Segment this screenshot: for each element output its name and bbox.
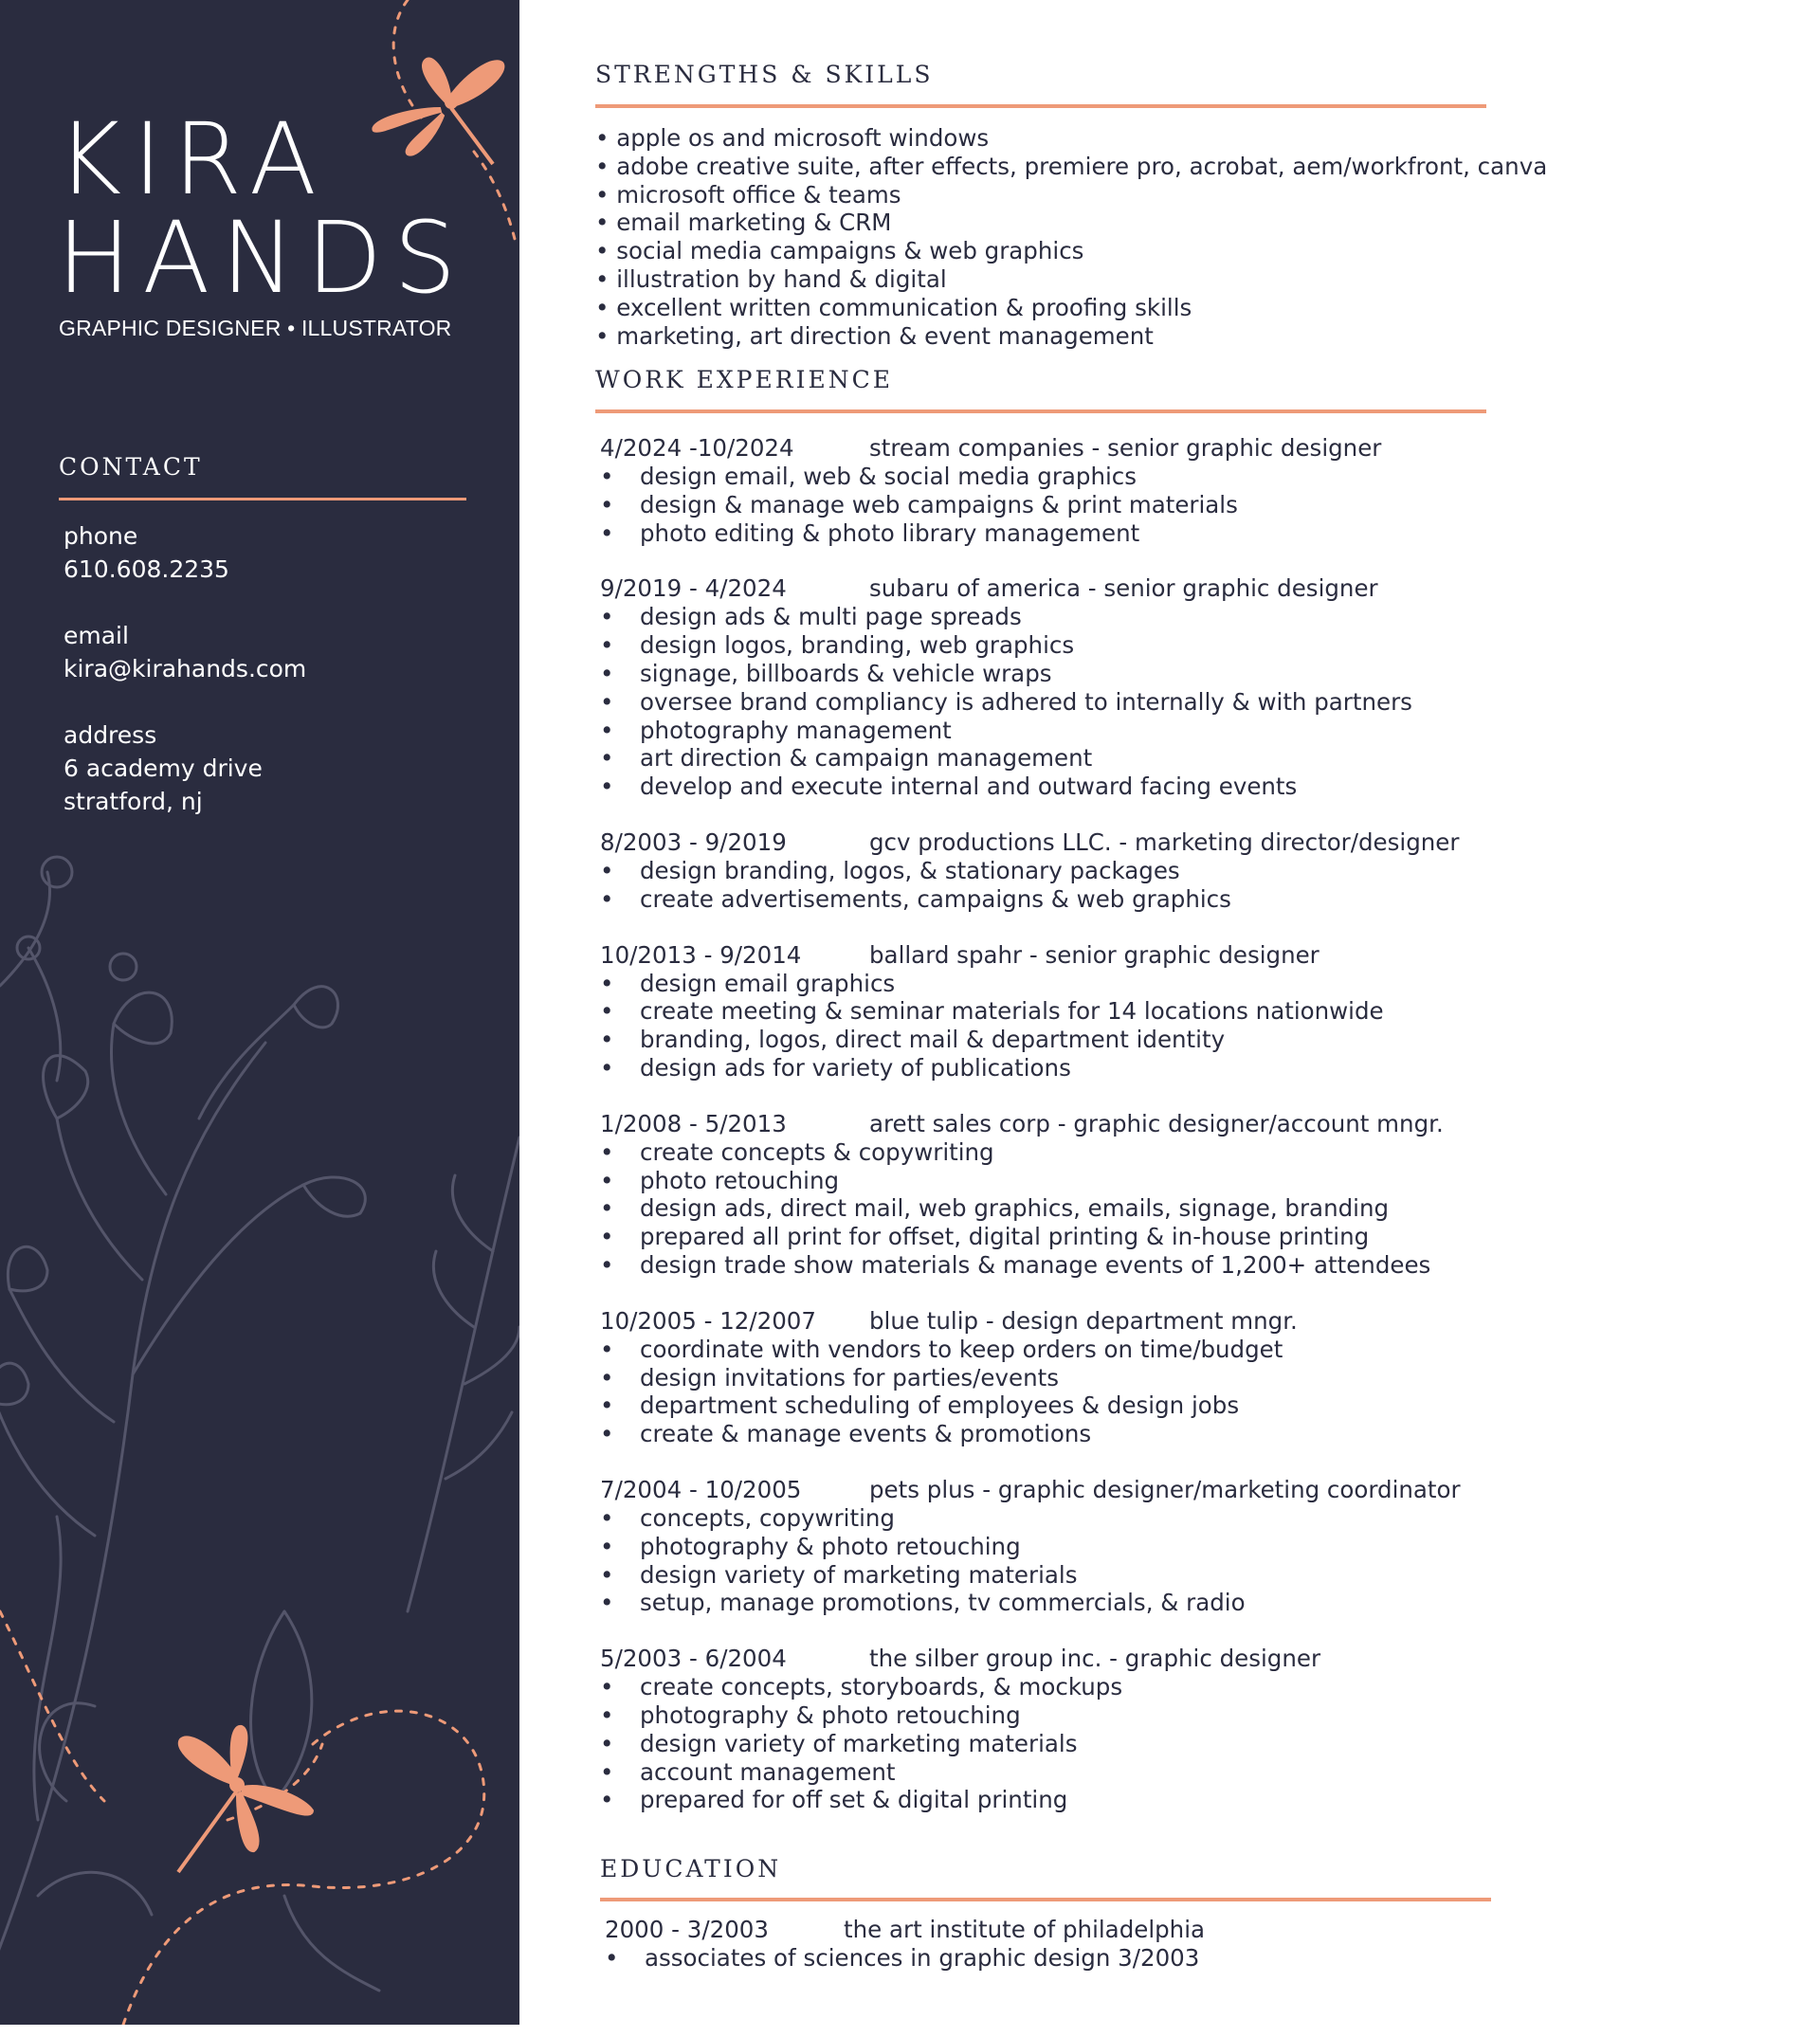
list-item bbox=[600, 463, 1510, 491]
job-bullet-text: create advertisements, campaigns & web graphics bbox=[640, 884, 1231, 913]
job-bullet-text: prepared all print for offset, digital printing & in-house printing bbox=[640, 1223, 1370, 1251]
skill-item: • email marketing & CRM bbox=[595, 209, 892, 237]
list-item bbox=[600, 688, 1510, 717]
name-last: HANDS bbox=[57, 200, 468, 316]
list-item bbox=[600, 1420, 1510, 1448]
job-role: ballard spahr - senior graphic designer bbox=[869, 940, 1320, 969]
bullet-icon: • bbox=[600, 1589, 614, 1617]
job-entry bbox=[600, 434, 1510, 547]
list-item bbox=[600, 1533, 1510, 1561]
job-bullet-text: design variety of marketing materials bbox=[640, 1560, 1078, 1589]
email-value[interactable]: kira@kirahands.com bbox=[64, 655, 307, 682]
contact-divider bbox=[59, 498, 466, 500]
education-title: EDUCATION bbox=[600, 1855, 782, 1882]
job-header bbox=[600, 1645, 1510, 1673]
bullet-icon: • bbox=[605, 1944, 619, 1972]
job-bullet-text: develop and execute internal and outward facing events bbox=[640, 773, 1298, 801]
bullet-icon: • bbox=[600, 603, 614, 631]
job-entry bbox=[600, 1307, 1510, 1448]
job-bullet-text: design trade show materials & manage events of 1,200+ attendees bbox=[640, 1250, 1431, 1279]
job-dates: 1/2008 - 5/2013 bbox=[600, 1109, 787, 1137]
job-role: blue tulip - design department mngr. bbox=[869, 1306, 1298, 1335]
job-role: gcv productions LLC. - marketing director/designer bbox=[869, 828, 1460, 856]
job-bullets bbox=[600, 1138, 1510, 1280]
contact-list bbox=[64, 519, 306, 818]
tagline: GRAPHIC DESIGNER • ILLUSTRATOR bbox=[59, 316, 452, 340]
job-header bbox=[600, 1110, 1510, 1138]
job-header bbox=[600, 941, 1510, 970]
job-bullets bbox=[600, 1504, 1510, 1617]
job-header bbox=[600, 434, 1510, 463]
job-bullet-text: signage, billboards & vehicle wraps bbox=[640, 659, 1052, 687]
list-item bbox=[600, 857, 1510, 885]
list-item bbox=[600, 1364, 1510, 1392]
skills-title: STRENGTHS & SKILLS bbox=[595, 61, 934, 88]
list-item bbox=[600, 603, 1510, 631]
job-bullet-text: design branding, logos, & stationary packages bbox=[640, 856, 1180, 884]
list-item bbox=[600, 631, 1510, 660]
dragonfly-icon bbox=[161, 1711, 332, 1882]
job-dates: 10/2005 - 12/2007 bbox=[600, 1306, 816, 1335]
job-bullet-text: design logos, branding, web graphics bbox=[640, 631, 1075, 660]
job-entry bbox=[600, 1645, 1510, 1814]
contact-title: CONTACT bbox=[59, 453, 203, 481]
list-item bbox=[600, 1391, 1510, 1420]
bullet-icon: • bbox=[600, 1503, 614, 1532]
job-header bbox=[600, 574, 1510, 603]
bullet-icon: • bbox=[600, 1729, 614, 1757]
bullet-icon: • bbox=[600, 1250, 614, 1279]
list-item bbox=[600, 744, 1510, 773]
job-header bbox=[600, 1307, 1510, 1336]
job-bullet-text: photography & photo retouching bbox=[640, 1532, 1021, 1560]
list-item bbox=[600, 717, 1510, 745]
list-item bbox=[600, 970, 1510, 998]
sidebar bbox=[0, 0, 519, 2025]
list-item bbox=[600, 773, 1510, 801]
list-item bbox=[600, 1504, 1510, 1533]
email-label: email bbox=[64, 622, 129, 649]
list-item bbox=[600, 1194, 1510, 1223]
job-role: stream companies - senior graphic designer bbox=[869, 434, 1382, 462]
job-bullets bbox=[600, 857, 1510, 914]
job-entry bbox=[600, 574, 1510, 801]
job-dates: 4/2024 -10/2024 bbox=[600, 434, 794, 462]
job-role: arett sales corp - graphic designer/account mngr. bbox=[869, 1109, 1444, 1137]
bullet-icon: • bbox=[600, 463, 614, 490]
list-item bbox=[600, 519, 1510, 548]
list-item bbox=[600, 1251, 1510, 1280]
job-entry bbox=[600, 1110, 1510, 1280]
bullet-icon: • bbox=[600, 1673, 614, 1701]
list-item bbox=[600, 997, 1510, 1026]
job-entry bbox=[600, 1476, 1510, 1617]
job-bullet-text: design ads & multi page spreads bbox=[640, 603, 1022, 631]
address-line2: stratford, nj bbox=[64, 788, 203, 815]
job-header bbox=[600, 828, 1510, 857]
list-item bbox=[600, 1673, 1510, 1701]
phone-label: phone bbox=[64, 522, 138, 550]
bullet-icon: • bbox=[600, 1053, 614, 1082]
skill-item: • excellent written communication & proofing skills bbox=[595, 293, 1192, 321]
bullet-icon: • bbox=[600, 773, 614, 801]
list-item bbox=[600, 491, 1510, 519]
job-bullet-text: setup, manage promotions, tv commercials, & radio bbox=[640, 1589, 1246, 1617]
bullet-icon: • bbox=[600, 518, 614, 547]
list-item bbox=[600, 660, 1510, 688]
list-item bbox=[605, 1944, 1199, 1973]
job-bullet-text: department scheduling of employees & design jobs bbox=[640, 1391, 1240, 1420]
job-bullets bbox=[600, 1336, 1510, 1448]
bullet-icon: • bbox=[600, 631, 614, 660]
bullet-icon: • bbox=[600, 1223, 614, 1251]
bullet-icon: • bbox=[600, 490, 614, 518]
job-bullet-text: concepts, copywriting bbox=[640, 1503, 895, 1532]
bullet-icon: • bbox=[600, 1335, 614, 1363]
list-item bbox=[600, 1336, 1510, 1364]
skill-item: • marketing, art direction & event management bbox=[595, 321, 1154, 350]
education-school: the art institute of philadelphia bbox=[844, 1916, 1206, 1943]
bullet-icon: • bbox=[600, 1137, 614, 1166]
job-dates: 5/2003 - 6/2004 bbox=[600, 1645, 787, 1673]
bullet-icon: • bbox=[600, 1560, 614, 1589]
bullet-icon: • bbox=[600, 716, 614, 744]
list-item bbox=[600, 1138, 1510, 1167]
bullet-icon: • bbox=[600, 1786, 614, 1814]
bullet-icon: • bbox=[600, 1420, 614, 1448]
job-dates: 9/2019 - 4/2024 bbox=[600, 574, 787, 603]
list-item bbox=[600, 1167, 1510, 1195]
job-bullet-text: create & manage events & promotions bbox=[640, 1420, 1092, 1448]
education-bullet-text: associates of sciences in graphic design 3/2003 bbox=[645, 1944, 1200, 1972]
skill-item: • social media campaigns & web graphics bbox=[595, 237, 1084, 265]
list-item bbox=[600, 885, 1510, 914]
address-label: address bbox=[64, 721, 157, 749]
contact-spacer bbox=[64, 586, 306, 619]
bullet-icon: • bbox=[600, 1166, 614, 1194]
jobs-list bbox=[600, 434, 1510, 1842]
bullet-icon: • bbox=[600, 1532, 614, 1560]
job-dates: 8/2003 - 9/2019 bbox=[600, 828, 787, 856]
list-item bbox=[600, 1758, 1510, 1787]
education-entry bbox=[605, 1916, 1205, 1944]
list-item bbox=[600, 1589, 1510, 1617]
job-bullets bbox=[600, 603, 1510, 801]
job-dates: 7/2004 - 10/2005 bbox=[600, 1475, 802, 1503]
job-bullet-text: photo editing & photo library management bbox=[640, 518, 1140, 547]
skill-item: • illustration by hand & digital bbox=[595, 264, 947, 293]
job-role: pets plus - graphic designer/marketing coordinator bbox=[869, 1475, 1461, 1503]
work-experience-divider bbox=[595, 409, 1486, 413]
bullet-icon: • bbox=[600, 687, 614, 716]
education-bullets bbox=[605, 1944, 1199, 1973]
name-first: KIRA bbox=[57, 101, 329, 217]
job-bullet-text: design ads for variety of publications bbox=[640, 1053, 1071, 1082]
job-bullet-text: photography & photo retouching bbox=[640, 1701, 1021, 1729]
bullet-icon: • bbox=[600, 1194, 614, 1223]
bullet-icon: • bbox=[600, 884, 614, 913]
job-bullet-text: oversee brand compliancy is adhered to internally & with partners bbox=[640, 687, 1412, 716]
job-entry bbox=[600, 941, 1510, 1082]
bullet-icon: • bbox=[600, 1363, 614, 1391]
skill-item: • microsoft office & teams bbox=[595, 180, 901, 209]
job-bullet-text: account management bbox=[640, 1757, 896, 1786]
list-item bbox=[600, 1701, 1510, 1730]
list-item bbox=[600, 1026, 1510, 1054]
bullet-icon: • bbox=[600, 744, 614, 773]
bullet-icon: • bbox=[600, 1757, 614, 1786]
job-bullet-text: coordinate with vendors to keep orders on time/budget bbox=[640, 1335, 1283, 1363]
phone-value[interactable]: 610.608.2235 bbox=[64, 555, 229, 583]
job-bullets bbox=[600, 1673, 1510, 1814]
job-dates: 10/2013 - 9/2014 bbox=[600, 940, 802, 969]
skill-item: • apple os and microsoft windows bbox=[595, 124, 990, 152]
list-item bbox=[600, 1561, 1510, 1590]
contact-spacer bbox=[64, 685, 306, 718]
job-bullet-text: create concepts & copywriting bbox=[640, 1137, 994, 1166]
work-experience-title: WORK EXPERIENCE bbox=[595, 366, 893, 393]
bullet-icon: • bbox=[600, 856, 614, 884]
job-bullet-text: photo retouching bbox=[640, 1166, 840, 1194]
job-bullet-text: design email, web & social media graphics bbox=[640, 463, 1138, 490]
education-divider bbox=[600, 1898, 1491, 1901]
skills-list bbox=[595, 124, 1547, 350]
job-bullet-text: design invitations for parties/events bbox=[640, 1363, 1059, 1391]
bullet-icon: • bbox=[600, 659, 614, 687]
job-bullet-text: design email graphics bbox=[640, 969, 896, 997]
job-bullet-text: branding, logos, direct mail & department identity bbox=[640, 1026, 1226, 1054]
job-bullet-text: create meeting & seminar materials for 14 locations nationwide bbox=[640, 997, 1384, 1026]
job-bullets bbox=[600, 970, 1510, 1082]
job-bullets bbox=[600, 463, 1510, 547]
job-bullet-text: design variety of marketing materials bbox=[640, 1729, 1078, 1757]
bullet-icon: • bbox=[600, 969, 614, 997]
bullet-icon: • bbox=[600, 1026, 614, 1054]
address-line1: 6 academy drive bbox=[64, 755, 263, 782]
job-role: the silber group inc. - graphic designer bbox=[869, 1645, 1321, 1673]
skills-divider bbox=[595, 104, 1486, 108]
list-item bbox=[600, 1730, 1510, 1758]
bullet-icon: • bbox=[600, 1391, 614, 1420]
education-dates: 2000 - 3/2003 bbox=[605, 1916, 769, 1943]
job-role: subaru of america - senior graphic designer bbox=[869, 574, 1378, 603]
list-item bbox=[600, 1223, 1510, 1251]
job-header bbox=[600, 1476, 1510, 1504]
job-bullet-text: design & manage web campaigns & print materials bbox=[640, 490, 1238, 518]
bullet-icon: • bbox=[600, 997, 614, 1026]
job-entry bbox=[600, 828, 1510, 914]
job-bullet-text: prepared for off set & digital printing bbox=[640, 1786, 1068, 1814]
dragonfly-icon bbox=[360, 45, 512, 178]
skill-item: • adobe creative suite, after effects, premiere pro, acrobat, aem/workfront, canva bbox=[595, 152, 1548, 180]
job-bullet-text: create concepts, storyboards, & mockups bbox=[640, 1673, 1123, 1701]
list-item bbox=[600, 1054, 1510, 1082]
job-bullet-text: photography management bbox=[640, 716, 952, 744]
bullet-icon: • bbox=[600, 1701, 614, 1729]
job-bullet-text: art direction & campaign management bbox=[640, 744, 1093, 773]
list-item bbox=[600, 1786, 1510, 1814]
job-bullet-text: design ads, direct mail, web graphics, emails, signage, branding bbox=[640, 1194, 1390, 1223]
